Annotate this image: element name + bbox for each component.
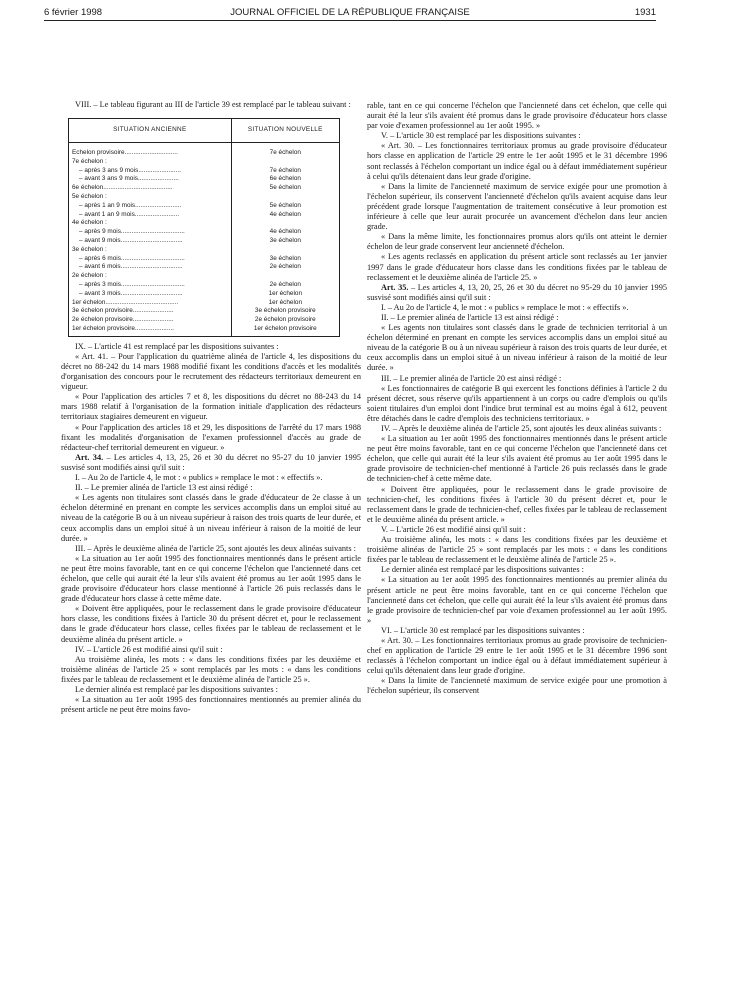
paragraph: « Doivent être appliquées, pour le reclassement dans le grade provisoire d'éducateur hors classe, les conditions fixées à l'article 30 du présent décret et, pour le reclassement dans le grade d'éducateur hors classe, celles fixées par le tableau de reclassement et le deuxième alinéa du présent article. » [61, 604, 361, 644]
old-situation-cell: 2e échelon provisoire....................... [69, 316, 232, 325]
new-situation-cell [231, 246, 339, 255]
old-situation-cell: – après 1 an 9 mois.......................... [69, 202, 232, 211]
paragraph: « Pour l'application des articles 18 et 29, les dispositions de l'arrêté du 17 mars 1988 fixant les modalités d'organisation de l'examen professionnel d'accès au grade de rédacteur-chef territorial demeurent en vigueur. » [61, 422, 361, 452]
paragraph: II. – Le premier alinéa de l'article 13 est ainsi rédigé : [381, 312, 559, 322]
old-situation-cell: 2e échelon : [69, 272, 232, 281]
paragraph: « La situation au 1er août 1995 des fonctionnaires mentionnés dans le présent article ne peut être moins favorable, tant en ce qui concerne l'échelon que l'ancienneté dans cet échelon, que celle qui aurait été la leur s'ils avaient été promus au 1er août 1995 dans le grade provisoire d'éducateur hors classe mentionné à l'article 26 puis reclassés dans le grade d'éducateur hors classe à cette même date. [61, 553, 361, 604]
paragraph: « Dans la limite de l'ancienneté maximum de service exigée pour une promotion à l'échelon supérieur, ils conservent l'ancienneté d'échelon qu'ils avaient acquise dans leur précédent grade lorsque l'augmentation de traitement consécutive à leur promotion est inférieure à celle que leur aurait procurée un avancement d'échelon dans leur ancien grade. [367, 181, 667, 232]
paragraph: Le dernier alinéa est remplacé par les dispositions suivantes : [381, 565, 584, 575]
paragraph: IX. – L'article 41 est remplacé par les dispositions suivantes : [75, 341, 279, 351]
paragraph: Art. 34. – Les articles 4, 13, 25, 26 et 30 du décret no 95-27 du 10 janvier 1995 susvisé sont modifiés ainsi qu'il suit : [61, 452, 361, 472]
old-situation-cell: 1er échelon......................................... [69, 299, 232, 308]
table-row [69, 167, 340, 176]
table-header-old: SITUATION ANCIENNE [69, 119, 232, 143]
old-situation-cell: – après 3 mois.................................... [69, 281, 232, 290]
new-situation-cell: 7e échelon [231, 143, 339, 158]
paragraph: « Dans la limite de l'ancienneté maximum de service exigée pour une promotion à l'échelon supérieur, ils conservent [367, 676, 667, 696]
paragraph: « La situation au 1er août 1995 des fonctionnaires mentionnés au premier alinéa du présent article ne peut être moins favo- [61, 695, 361, 715]
paragraph: Le dernier alinéa est remplacé par les dispositions suivantes : [75, 685, 278, 695]
paragraph: « Pour l'application des articles 7 et 8, les dispositions du décret no 88-243 du 14 mars 1988 relatif à l'organisation de la formation initiale d'application des rédacteurs territoriaux stagiaires demeurent en vigueur. [61, 392, 361, 422]
paragraph: Au troisième alinéa, les mots : « dans les conditions fixées par les deuxième et troisième alinéas de l'article 25 » sont remplacés par les mots : « dans les conditions fixées par le tableau de reclassement et le deuxième alinéa de l'article 25 ». [367, 535, 667, 565]
paragraph: I. – Au 2o de l'article 4, le mot : « publics » remplace le mot : « effectifs ». [75, 473, 323, 483]
table-row [69, 246, 340, 255]
old-situation-cell: – après 3 ans 9 mois........................ [69, 167, 232, 176]
new-situation-cell: 3e échelon [231, 237, 339, 246]
paragraph: « Les agents non titulaires sont classés dans le grade d'éducateur de 2e classe à un échelon déterminé en prenant en compte les services accomplis dans un emploi situé au niveau de la catégorie B ou à un niveau supérieur à raison des trois quarts de leur durée, et ceux accomplis dans un emploi situé à un niveau inférieur à raison de la moitié de leur durée. » [61, 493, 361, 543]
paragraph: rable, tant en ce qui concerne l'échelon que l'ancienneté dans cet échelon, que celle qui aurait été la leur s'ils avaient été promus dans le grade provisoire d'éducateur hors classe par voie d'examen professionnel au 1er août 1995. » [367, 101, 667, 131]
left-column [61, 100, 361, 715]
article-number: Art. 35. [381, 282, 409, 292]
table-row [69, 211, 340, 220]
old-situation-cell: – avant 1 an 9 mois......................... [69, 211, 232, 220]
new-situation-cell: 2e échelon provisoire [231, 316, 339, 325]
intro-paragraph: VIII. – Le tableau figurant au III de l'article 39 est remplacé par le tableau suivant : [75, 100, 351, 109]
paragraph: « Les fonctionnaires de catégorie B qui exercent les fonctions définies à l'article 2 du présent décret, sous réserve qu'ils appartiennent à un corps ou cadre d'emplois ou qu'ils soient titulaires d'un emploi dont l'indice brut terminal est au moins égal à 612, peuvent être détachés dans le cadre d'emplois des techniciens territoriaux. » [367, 383, 667, 423]
new-situation-cell: 2e échelon [231, 281, 339, 290]
table-row [69, 202, 340, 211]
new-situation-cell: 1er échelon [231, 290, 339, 299]
paragraph: V. – L'article 26 est modifié ainsi qu'il suit : [381, 524, 526, 534]
paragraph: « Dans la même limite, les fonctionnaires promus alors qu'ils ont atteint le dernier échelon de leur grade conservent leur ancienneté d'échelon. [367, 232, 667, 252]
table-row [69, 237, 340, 246]
paragraph: « Art. 41. – Pour l'application du quatrième alinéa de l'article 4, les dispositions du décret no 88-242 du 14 mars 1988 modifié fixant les conditions d'accès et les modalités d'organisation des concours pour le recrutement des rédacteurs territoriaux demeurent en vigueur. [61, 351, 361, 392]
right-column [367, 101, 667, 697]
header-rule [44, 20, 656, 21]
paragraph: IV. – Après le deuxième alinéa de l'article 25, sont ajoutés les deux alinéas suivants : [381, 424, 662, 433]
new-situation-cell: 1er échelon provisoire [231, 325, 339, 336]
page-header [44, 7, 656, 25]
table-row [69, 158, 340, 167]
paragraph: I. – Au 2o de l'article 4, le mot : « publics » remplace le mot : « effectifs ». [381, 302, 629, 312]
page-number: 1931 [634, 7, 656, 18]
table-row [69, 307, 340, 316]
table-row [69, 143, 340, 158]
old-situation-cell: – après 9 mois.................................... [69, 228, 232, 237]
new-situation-cell: 1er échelon [231, 299, 339, 308]
old-situation-cell: – après 6 mois.................................... [69, 255, 232, 264]
old-situation-cell: 6e échelon....................................... [69, 184, 232, 193]
paragraph: « La situation au 1er août 1995 des fonctionnaires mentionnés au premier alinéa du présent article ne peut être moins favorable, tant en ce qui concerne l'échelon que l'ancienneté dans cet échelon, que celle qui aurait été la leur s'ils avaient été promus dans le grade provisoire de technicien-chef par voie d'examen professionnel au 1er août 1995. » [367, 575, 667, 625]
journal-title: JOURNAL OFFICIEL DE LA RÉPUBLIQUE FRANÇAISE [230, 7, 470, 18]
new-situation-cell: 7e échelon [231, 167, 339, 176]
new-situation-cell: 5e échelon [231, 202, 339, 211]
table-row [69, 175, 340, 184]
old-situation-cell: – avant 3 ans 9 mois....................... [69, 175, 232, 184]
new-situation-cell: 4e échelon [231, 228, 339, 237]
reclassification-table [68, 118, 340, 337]
new-situation-cell: 6e échelon [231, 175, 339, 184]
article-number: Art. 34. [75, 452, 104, 462]
paragraph: III. – Après le deuxième alinéa de l'article 25, sont ajoutés les deux alinéas suivants : [75, 543, 356, 553]
paragraph: II. – Le premier alinéa de l'article 13 est ainsi rédigé : [75, 483, 253, 493]
table-row [69, 272, 340, 281]
new-situation-cell [231, 219, 339, 228]
paragraph: « Les agents non titulaires sont classés dans le grade de technicien territorial à un échelon déterminé en prenant en compte les services accomplis dans un emploi situé au niveau de la catégorie B ou à un niveau supérieur à raison des trois quarts de leur durée, et ceux accomplis dans un emploi situé à un niveau inférieur à raison de la moitié de leur durée. » [367, 323, 667, 373]
paragraph: III. – Le premier alinéa de l'article 20 est ainsi rédigé : [381, 373, 562, 383]
paragraph: « Art. 30. – Les fonctionnaires territoriaux promus au grade provisoire d'éducateur hors classe en application de l'article 29 entre le 1er août 1995 et le 31 décembre 1996 sont reclassés à l'échelon comportant un indice égal ou à défaut immédiatement supérieur à celui qu'ils détenaient dans leur grade d'origine. [367, 141, 667, 181]
old-situation-cell: – avant 9 mois................................... [69, 237, 232, 246]
paragraph: « Les agents reclassés en application du présent article sont reclassés au 1er janvier 1997 dans le grade d'éducateur hors classe dans les conditions fixées par le tableau de reclassement et le deuxième alinéa de l'article 25. » [367, 252, 667, 282]
table-row [69, 228, 340, 237]
table-row [69, 325, 340, 336]
table-row [69, 281, 340, 290]
old-situation-cell: 1er échelon provisoire...................... [69, 325, 232, 336]
table-row [69, 316, 340, 325]
old-situation-cell: 7e échelon : [69, 158, 232, 167]
table-row [69, 255, 340, 264]
old-situation-cell: 3e échelon provisoire....................... [69, 307, 232, 316]
old-situation-cell: 5e échelon : [69, 193, 232, 202]
paragraph: VI. – L'article 30 est remplacé par les dispositions suivantes : [381, 625, 585, 635]
header-date: 6 février 1998 [44, 7, 103, 18]
paragraph: Au troisième alinéa, les mots : « dans les conditions fixées par les deuxième et troisième alinéas de l'article 25 » sont remplacés par les mots : « dans les conditions fixées par le tableau de reclassement et le deuxième alinéa de l'article 25 ». [61, 654, 361, 684]
new-situation-cell [231, 272, 339, 281]
table-header-new: SITUATION NOUVELLE [231, 119, 339, 143]
paragraph: Art. 35. – Les articles 4, 13, 20, 25, 26 et 30 du décret no 95-29 du 10 janvier 1995 susvisé sont modifiés ainsi qu'il suit : [367, 282, 667, 302]
table-row [69, 299, 340, 308]
table-row [69, 263, 340, 272]
table-row [69, 290, 340, 299]
old-situation-cell: Echelon provisoire.............................. [69, 143, 232, 158]
new-situation-cell [231, 193, 339, 202]
new-situation-cell: 2e échelon [231, 263, 339, 272]
paragraph: V. – L'article 30 est remplacé par les dispositions suivantes : [381, 131, 581, 141]
paragraph: « La situation au 1er août 1995 des fonctionnaires mentionnés dans le présent article ne peut être moins favorable, tant en ce qui concerne l'échelon que l'ancienneté dans cet échelon, que celle qui aurait été la leur s'ils avaient été promus au 1er août 1995 dans le grade provisoire de technicien-chef mentionné à l'article 26 puis reclassés dans le grade de technicien-chef à cette même date. [367, 434, 667, 484]
paragraph: « Doivent être appliquées, pour le reclassement dans le grade provisoire de technicien-chef, les conditions fixées à l'article 30 du présent décret et, pour le reclassement dans le grade de technicien-chef, celles fixées par le tableau de reclassement et le deuxième alinéa du présent article. » [367, 484, 667, 524]
paragraph: « Art. 30. – Les fonctionnaires territoriaux promus au grade provisoire de technicien-chef en application de l'article 29 entre le 1er août 1995 et le 31 décembre 1996 sont reclassés à l'échelon comportant un indice égal ou à défaut immédiatement supérieur à celui qu'ils détenaient dans leur grade d'origine. [367, 635, 667, 676]
new-situation-cell [231, 158, 339, 167]
paragraph: IV. – L'article 26 est modifié ainsi qu'il suit : [75, 644, 223, 654]
table-row [69, 193, 340, 202]
old-situation-cell: 3e échelon : [69, 246, 232, 255]
new-situation-cell: 3e échelon [231, 255, 339, 264]
new-situation-cell: 5e échelon [231, 184, 339, 193]
old-situation-cell: – avant 6 mois................................... [69, 263, 232, 272]
table-row [69, 184, 340, 193]
table-row [69, 219, 340, 228]
new-situation-cell: 3e échelon provisoire [231, 307, 339, 316]
new-situation-cell: 4e échelon [231, 211, 339, 220]
old-situation-cell: 4e échelon : [69, 219, 232, 228]
old-situation-cell: – avant 3 mois................................... [69, 290, 232, 299]
